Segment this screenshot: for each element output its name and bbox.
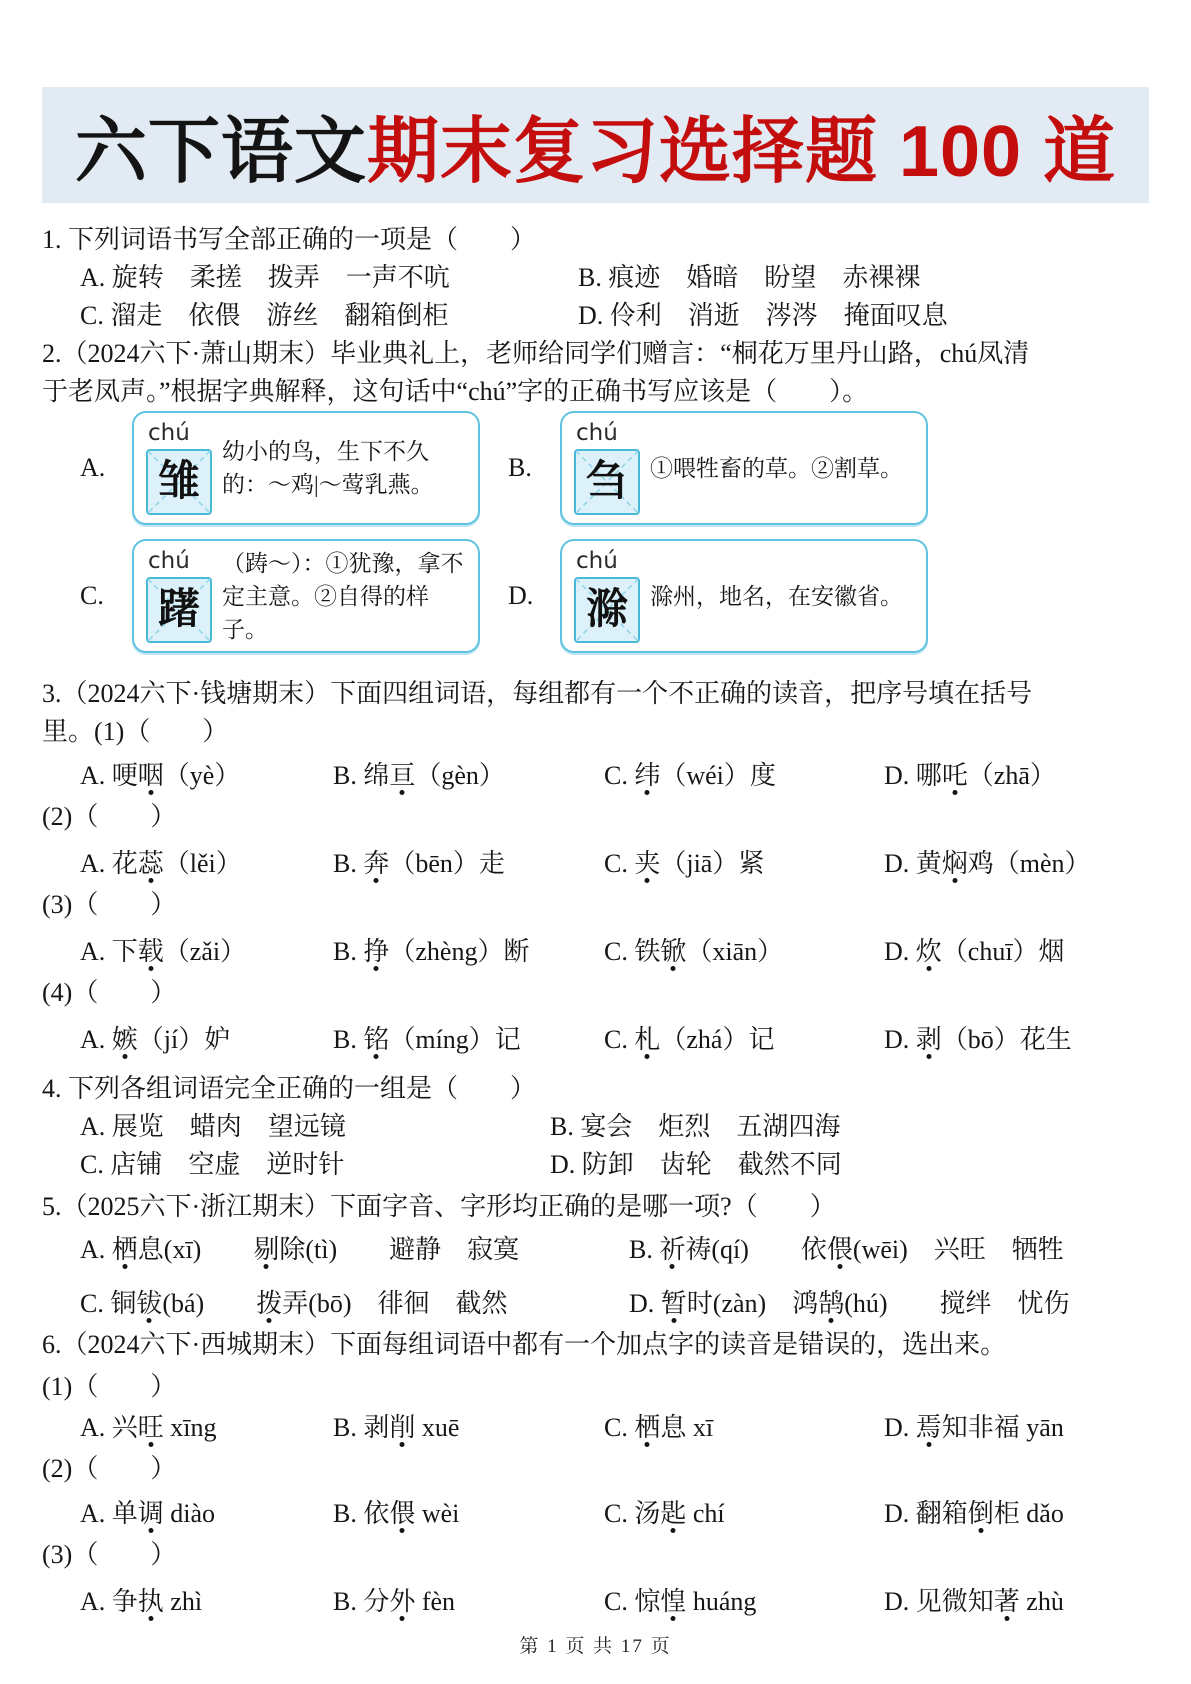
q4-options-row2 [42,1146,1149,1184]
q5-option-c: C. 铜钹(bá) 拨弄(bō) 徘徊 截然 [80,1289,508,1318]
q3-stem-line1: 3.（2024六下·钱塘期末）下面四组词语，每组都有一个不正确的读音，把序号填在括号 [42,679,1033,708]
q4-option-b: B. 宴会 炬烈 五湖四海 [550,1112,841,1141]
dict-entry-box-d [560,539,928,653]
q6-group2-label: (2)（ ） [42,1454,177,1483]
q6-g3-option-b: B. 分外 fèn [333,1587,456,1616]
q3-group3-label: (3)（ ） [42,890,177,919]
q6-g1-option-b: B. 剥削 xuē [333,1413,460,1442]
q1-options-row2 [42,297,1149,335]
q6-group1-label: (1)（ ） [42,1372,177,1401]
q2-option-d [508,539,1149,653]
character-cell [146,577,212,643]
q6-g2-option-a: A. 单调 diào [80,1499,216,1528]
q4-option-a: A. 展览 蜡肉 望远镜 [80,1112,346,1141]
q5-option-a: A. 栖息(xī) 剔除(tì) 避静 寂寞 [80,1235,520,1264]
page-footer: 第 1 页 共 17 页 [519,1636,672,1657]
q3-g2-option-c: C. 夹（jiā）紧 [604,849,765,878]
q1-option-d: D. 伶利 消逝 涔涔 掩面叹息 [578,301,948,330]
q3-g2-option-d: D. 黄焖鸡（mèn） [884,849,1091,878]
q3-g4-option-d: D. 剥（bō）花生 [884,1025,1072,1054]
q5-option-d: D. 暂时(zàn) 鸿鹄(hú) 搅绊 忧伤 [629,1289,1070,1318]
q3-g2-option-b: B. 奔（bēn）走 [333,849,505,878]
q6-g2-option-b: B. 依偎 wèi [333,1499,460,1528]
q2-option-c [42,539,508,653]
dict-character: 刍 [585,459,628,505]
q6-g2-option-d: D. 翻箱倒柜 dǎo [884,1499,1064,1528]
character-cell [574,449,640,515]
q1-option-c: C. 溜走 依偎 游丝 翻箱倒柜 [80,301,449,330]
q3-g3-option-b: B. 挣（zhèng）断 [333,937,530,966]
dict-char-column [146,549,212,643]
q5-option-b: B. 祈祷(qí) 依偎(wēi) 兴旺 牺牲 [629,1235,1064,1264]
q3-g1-option-a: A. 哽咽（yè） [80,761,241,790]
q1-stem: 1. 下列词语书写全部正确的一项是（ ） [42,225,537,254]
q3-group3-options [42,930,1149,974]
q6-group3-label: (3)（ ） [42,1540,177,1569]
dict-character: 雏 [157,459,200,505]
q3-g4-option-a: A. 嫉（jí）妒 [80,1025,231,1054]
q4-option-d: D. 防卸 齿轮 截然不同 [550,1150,842,1179]
q3-g2-option-a: A. 花蕊（lěi） [80,849,242,878]
title-part-black: 六下语文 [74,112,367,192]
q2-stem-line2: 于老凤声。”根据字典解释，这句话中“chú”字的正确书写应该是（ ）。 [42,377,869,406]
q3-g3-option-d: D. 炊（chuī）烟 [884,937,1065,966]
dict-entry-box-b [560,411,928,525]
q1-option-a: A. 旋转 柔搓 拨弄 一声不吭 [80,263,450,292]
pinyin-label: chú [148,420,190,446]
q3-group4-options [42,1018,1149,1062]
dict-definition: 幼小的鸟，生下不久的：～鸡|～莺乳燕。 [222,439,434,497]
q6-g2-option-c: C. 汤匙 chí [604,1499,725,1528]
q1-options-row1 [42,259,1149,297]
q4-stem: 4. 下列各组词语完全正确的一组是（ ） [42,1074,537,1103]
q6-stem: 6.（2024六下·西城期末）下面每组词语中都有一个加点字的读音是错误的，选出来。 [42,1330,1007,1359]
q1-option-b: B. 痕迹 婚暗 盼望 赤裸裸 [578,263,921,292]
q4-option-c: C. 店铺 空虚 逆时针 [80,1150,345,1179]
q6-g3-option-a: A. 争执 zhì [80,1587,203,1616]
title-banner [42,87,1149,203]
option-letter: B. [508,453,532,482]
q6-g1-option-a: A. 兴旺 xīng [80,1413,217,1442]
q2-option-a [42,411,508,525]
page-title [75,93,1116,197]
q6-g1-option-c: C. 栖息 xī [604,1413,714,1442]
q6-group3-options [42,1580,1149,1624]
title-part-red: 期末复习选择题 100 道 [366,112,1117,192]
q6-g1-option-d: D. 焉知非福 yān [884,1413,1064,1442]
dict-char-column [574,421,640,515]
q3-group2-options [42,842,1149,886]
dict-definition: 滁州，地名，在安徽省。 [650,583,903,609]
q5-stem: 5.（2025六下·浙江期末）下面字音、字形均正确的是哪一项?（ ） [42,1192,836,1221]
q6-group2-options [42,1492,1149,1536]
dict-character: 滁 [585,587,628,633]
dict-definition: （踌～）：①犹豫，拿不定主意。②自得的样子。 [222,550,464,642]
dict-char-column [574,549,640,643]
q6-group1-options [42,1406,1149,1450]
pinyin-label: chú [148,548,190,574]
option-letter: C. [80,581,104,610]
character-cell [574,577,640,643]
q3-g3-option-c: C. 铁锨（xiān） [604,937,784,966]
pinyin-label: chú [576,548,618,574]
dict-character: 躇 [157,587,200,633]
q3-group2-label: (2)（ ） [42,802,177,831]
q2-stem-line1: 2.（2024六下·萧山期末）毕业典礼上，老师给同学们赠言：“桐花万里丹山路，chú凤清 [42,339,1030,368]
q3-stem-line2: 里。(1)（ ） [42,717,229,746]
q5-options-row2 [42,1282,1149,1326]
q6-g3-option-d: D. 见微知著 zhù [884,1587,1064,1616]
q2-option-b [508,411,1149,525]
q4-options-row1 [42,1108,1149,1146]
option-letter: A. [80,453,106,482]
dict-entry-box-a [132,411,480,525]
q3-g4-option-b: B. 铭（míng）记 [333,1025,521,1054]
dict-char-column [146,421,212,515]
pinyin-label: chú [576,420,618,446]
q3-g1-option-c: C. 纬（wéi）度 [604,761,776,790]
q3-g1-option-d: D. 哪吒（zhā） [884,761,1056,790]
dict-definition: ①喂牲畜的草。②割草。 [650,455,903,481]
q3-g4-option-c: C. 札（zhá）记 [604,1025,775,1054]
q6-g3-option-c: C. 惊惶 huáng [604,1587,757,1616]
q3-g1-option-b: B. 绵亘（gèn） [333,761,505,790]
q3-group4-label: (4)（ ） [42,978,177,1007]
q3-group1-options [42,754,1149,798]
q2-dictionary-options [42,411,1149,653]
q3-g3-option-a: A. 下载（zǎi） [80,937,247,966]
q5-options-row1 [42,1228,1149,1272]
option-letter: D. [508,581,534,610]
dict-entry-box-c [132,539,480,653]
character-cell [146,449,212,515]
